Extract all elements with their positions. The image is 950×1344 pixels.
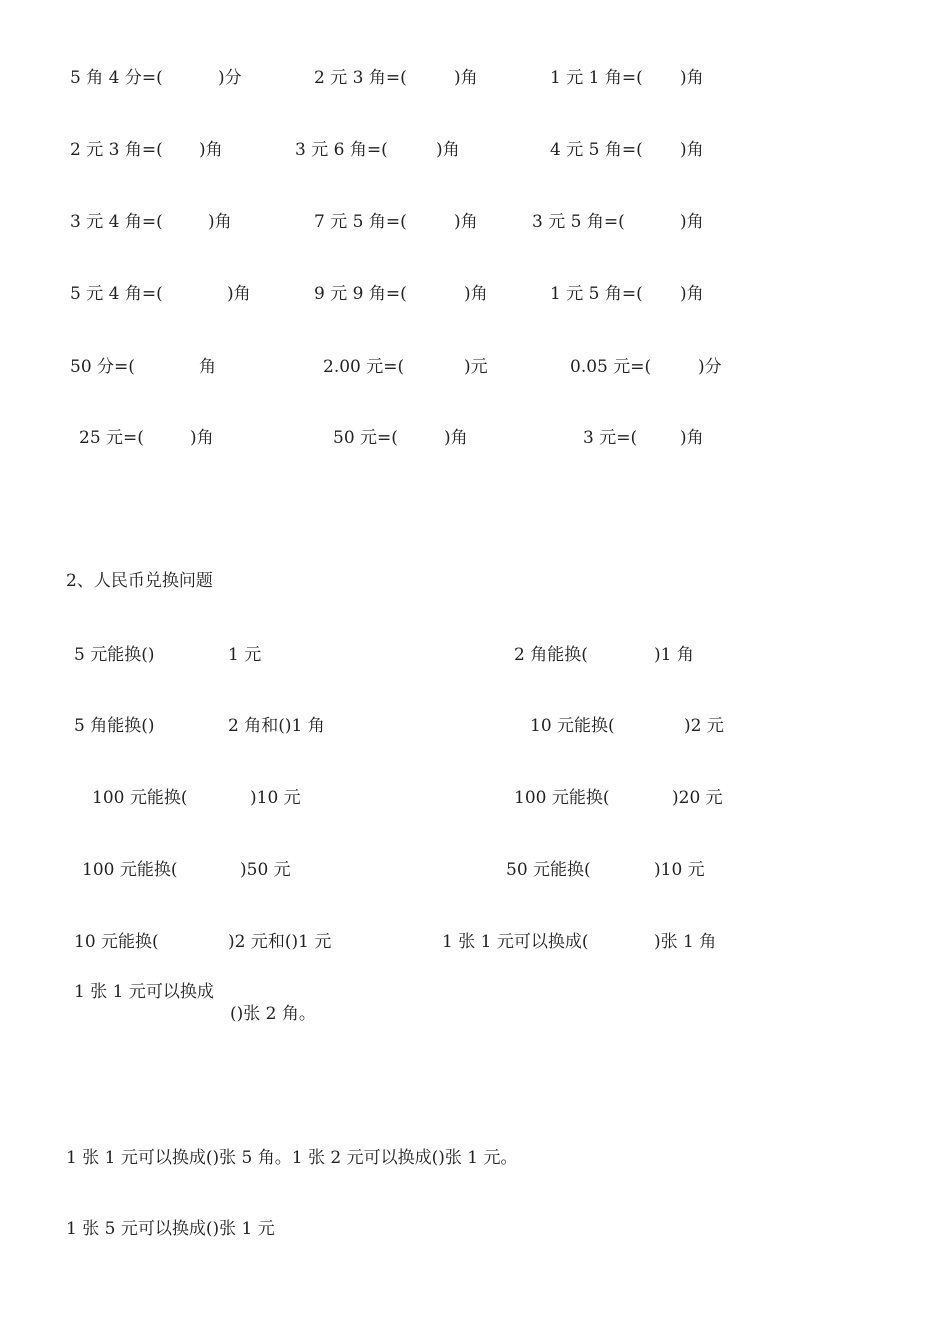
- exercise-text: 2 元 3 角=(: [314, 68, 407, 88]
- exercise-text: 7 元 5 角=(: [314, 212, 407, 232]
- exchange-text: )10 元: [654, 860, 705, 880]
- exercise-unit: )角: [680, 212, 704, 232]
- exercise-unit: )角: [464, 284, 488, 304]
- exercise-unit: )角: [680, 68, 704, 88]
- exchange-text: 10 元能换(: [74, 932, 159, 952]
- exercise-text: 4 元 5 角=(: [550, 140, 643, 160]
- exchange-text: )10 元: [250, 788, 301, 808]
- exchange-text: 2 角能换(: [514, 645, 588, 665]
- exchange-text: 10 元能换(: [530, 716, 615, 736]
- exchange-line: 1 张 5 元可以换成()张 1 元: [66, 1219, 275, 1239]
- exchange-text: )1 角: [654, 645, 694, 665]
- exchange-text: 100 元能换(: [92, 788, 188, 808]
- exercise-unit: )角: [190, 428, 214, 448]
- exercise-text: 3 元 6 角=(: [295, 140, 388, 160]
- exercise-unit: )角: [227, 284, 251, 304]
- exercise-unit: )角: [208, 212, 232, 232]
- exchange-text: )2 元: [684, 716, 724, 736]
- section-heading: 2、人民币兑换问题: [66, 571, 213, 591]
- exercise-text: 1 元 5 角=(: [550, 284, 643, 304]
- exercise-text: 5 角 4 分=(: [70, 68, 163, 88]
- exchange-text: 100 元能换(: [82, 860, 178, 880]
- exchange-text: )张 1 角: [654, 932, 717, 952]
- exercise-text: 2 元 3 角=(: [70, 140, 163, 160]
- exercise-text: 9 元 9 角=(: [314, 284, 407, 304]
- exchange-text: 5 元能换(): [74, 645, 155, 665]
- exercise-unit: )角: [680, 428, 704, 448]
- exchange-text: 100 元能换(: [514, 788, 610, 808]
- exercise-text: 3 元 4 角=(: [70, 212, 163, 232]
- exercise-unit: )角: [454, 68, 478, 88]
- exchange-text: )2 元和()1 元: [228, 932, 332, 952]
- exercise-unit: )角: [199, 140, 223, 160]
- exercise-text: 3 元=(: [583, 428, 638, 448]
- exercise-unit: )角: [436, 140, 460, 160]
- exercise-unit: )角: [680, 140, 704, 160]
- exchange-text: ()张 2 角。: [230, 1004, 316, 1024]
- exercise-text: 50 元=(: [333, 428, 398, 448]
- exercise-unit: )角: [680, 284, 704, 304]
- exercise-unit: )角: [444, 428, 468, 448]
- exercise-unit: )角: [454, 212, 478, 232]
- exchange-text: )20 元: [672, 788, 723, 808]
- exercise-text: 1 元 1 角=(: [550, 68, 643, 88]
- exercise-unit: )元: [464, 357, 488, 377]
- exchange-text: 2 角和()1 角: [228, 716, 325, 736]
- exercise-text: 50 分=(: [70, 357, 135, 377]
- exercise-text: 3 元 5 角=(: [532, 212, 625, 232]
- exercise-unit: )分: [698, 357, 722, 377]
- exchange-text: 1 元: [228, 645, 262, 665]
- exercise-text: 5 元 4 角=(: [70, 284, 163, 304]
- exercise-text: 0.05 元=(: [570, 357, 652, 377]
- exchange-text: 5 角能换(): [74, 716, 155, 736]
- exchange-text: )50 元: [240, 860, 291, 880]
- exchange-line: 1 张 1 元可以换成()张 5 角。1 张 2 元可以换成()张 1 元。: [66, 1148, 518, 1168]
- exercise-text: 25 元=(: [79, 428, 144, 448]
- exercise-unit: 角: [199, 357, 216, 377]
- exercise-text: 2.00 元=(: [323, 357, 405, 377]
- exchange-text-wrapped: 1 张 1 元可以换成: [74, 982, 214, 1002]
- exchange-text: 50 元能换(: [506, 860, 591, 880]
- exchange-text: 1 张 1 元可以换成(: [442, 932, 589, 952]
- exercise-unit: )分: [218, 68, 242, 88]
